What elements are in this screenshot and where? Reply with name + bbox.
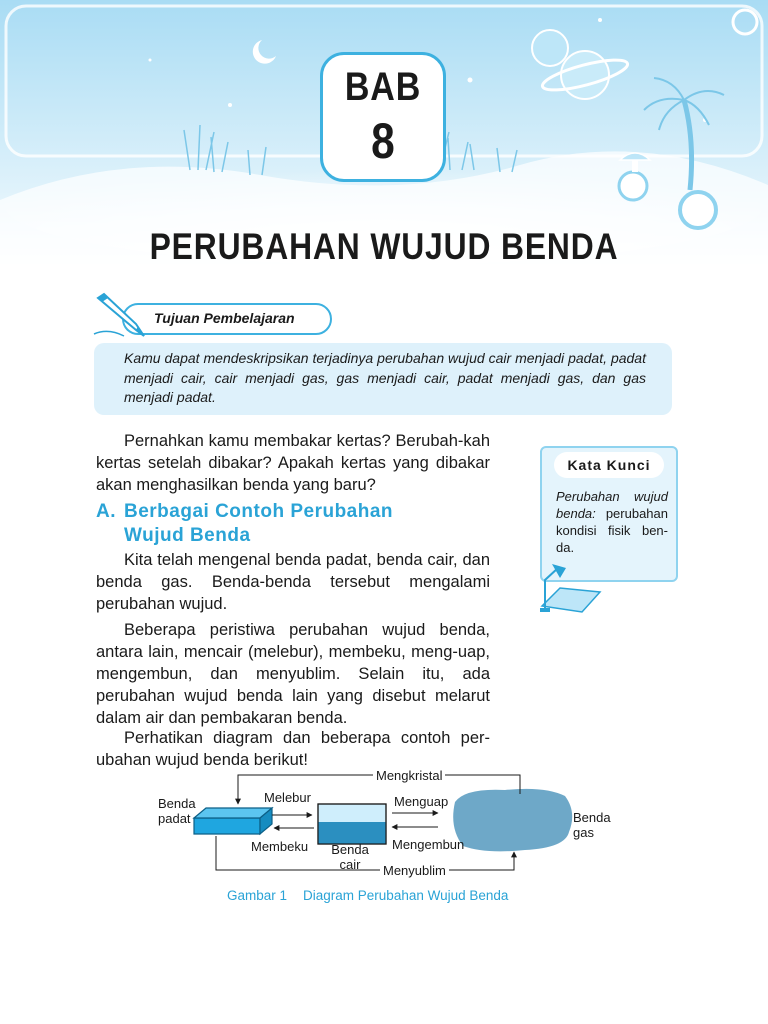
body-paragraph-2 <box>96 619 490 729</box>
label-membeku: Membeku <box>251 839 309 854</box>
figure-caption <box>227 888 508 903</box>
learning-objective-label: Tujuan Pembelajaran <box>154 310 295 326</box>
liquid-container <box>318 804 386 844</box>
section-letter: A. <box>96 501 116 522</box>
bab-label: BAB <box>344 65 422 109</box>
state-change-diagram <box>150 760 620 890</box>
label-benda-padat: Benda padat <box>158 796 196 826</box>
key-term-text <box>556 488 668 556</box>
label-mengembun: Mengembun <box>392 837 465 852</box>
label-benda-gas: Benda gas <box>573 810 611 840</box>
body-paragraph-1 <box>96 549 490 615</box>
figure-caption-text: Diagram Perubahan Wujud Benda <box>303 888 509 903</box>
section-heading <box>96 500 496 548</box>
key-term-definition: perubahan kondisi fisik ben-da. <box>556 506 668 555</box>
label-menyublim: Menyublim <box>380 863 449 878</box>
key-term-label: Kata Kunci <box>554 452 664 478</box>
pen-icon <box>92 290 150 340</box>
intro-block <box>96 430 490 496</box>
chapter-number-box <box>320 52 446 182</box>
label-menguap: Menguap <box>394 794 449 809</box>
label-mengkristal: Mengkristal <box>373 768 445 783</box>
desk-lamp-icon <box>530 558 606 614</box>
figure-number: Gambar 1 <box>227 888 288 903</box>
learning-objective-text: Kamu dapat mendeskripsikan terjadinya perubahan wujud cair menjadi padat, padat menjadi cair, cair menjadi gas, gas menjadi cair, padat menjadi gas, dan gas menjadi padat. <box>124 350 646 405</box>
label-melebur: Melebur <box>264 790 311 805</box>
learning-objective-label-pill <box>122 303 332 335</box>
section-title-line2: Wujud Benda <box>124 525 251 546</box>
chapter-title: PERUBAHAN WUJUD BENDA <box>149 226 619 267</box>
paragraph-text: Beberapa peristiwa perubahan wujud benda, antara lain, mencair (melebur), membeku, meng-uap, mengembun, dan menyublim. Selain itu, ada perubahan wujud benda lain yang disebut melarut dalam air dan pembakaran benda. <box>96 621 490 727</box>
paragraph-text: Kita telah mengenal benda padat, benda cair, dan benda gas. Benda-benda tersebut mengalami perubahan wujud. <box>96 551 490 613</box>
intro-paragraph: Pernahkan kamu membakar kertas? Berubah-kah kertas setelah dibakar? Apakah kertas yang dibakar akan menghasilkan benda yang baru? <box>96 432 490 494</box>
paragraph-text: Perhatikan diagram dan beberapa contoh per-ubahan wujud benda berikut! <box>96 729 490 769</box>
learning-objective-box <box>94 343 672 415</box>
gas-cloud <box>453 789 572 851</box>
key-term-word: Perubahan wujud benda: <box>556 489 668 521</box>
chapter-number: 8 <box>371 113 395 169</box>
label-benda-cair: Benda cair <box>331 842 369 872</box>
section-title-line1: Berbagai Contoh Perubahan <box>124 501 394 522</box>
